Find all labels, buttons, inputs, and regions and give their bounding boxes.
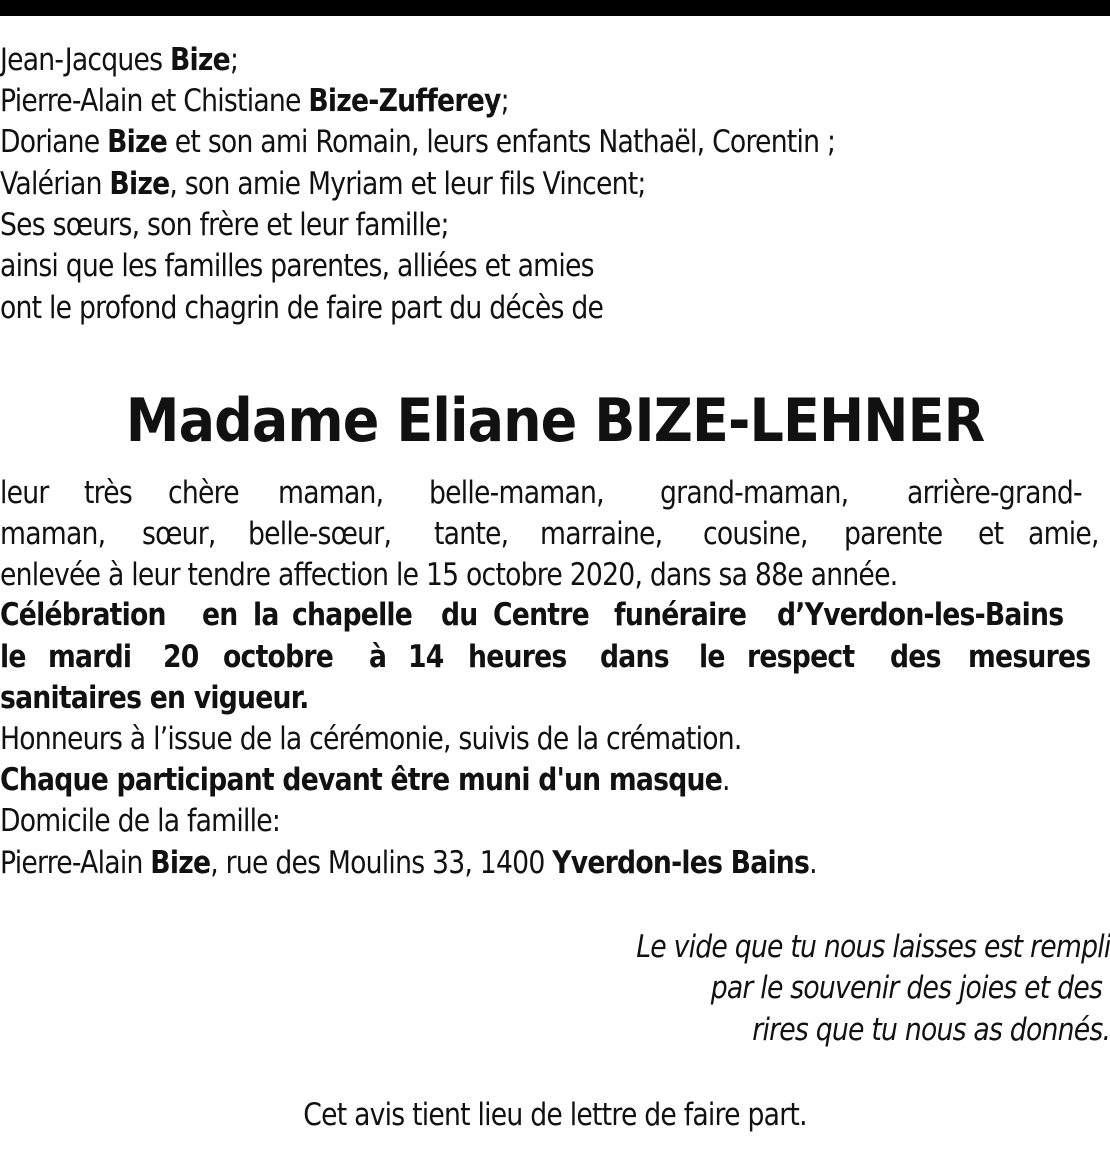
family-line-2: Pierre-Alain et Chistiane Bize-Zufferey; (0, 83, 509, 119)
honours-line: Honneurs à l’issue de la cérémonie, suivis de la crémation. (0, 721, 742, 757)
celebration-line-2: le mardi 20 octobre à 14 heures dans le respect des mesures (0, 639, 1091, 675)
celebration-line-3: sanitaires en vigueur. (0, 680, 309, 716)
family-address-line: Pierre-Alain Bize, rue des Moulins 33, 1400 Yverdon-les Bains. (0, 845, 817, 881)
deceased-name-heading: Madame Eliane BIZE-LEHNER (125, 386, 985, 456)
description-line-2: maman, sœur, belle-sœur, tante, marraine, cousine, parente et amie, (0, 516, 1099, 552)
celebration-line-1: Célébration en la chapelle du Centre funéraire d’Yverdon-les-Bains (0, 597, 1064, 633)
family-line-4: Valérian Bize, son amie Myriam et leur fils Vincent; (0, 166, 646, 202)
closing-notice: Cet avis tient lieu de lettre de faire part. (303, 1097, 807, 1133)
poem-line-1: Le vide que tu nous laisses est rempli (635, 929, 1110, 965)
description-line-1: leur très chère maman, belle-maman, grand-maman, arrière-grand- (0, 475, 1082, 511)
description-line-3: enlevée à leur tendre affection le 15 octobre 2020, dans sa 88e année. (0, 557, 898, 593)
top-border-rule (0, 0, 1110, 16)
poem-line-3: rires que tu nous as donnés. (752, 1012, 1110, 1048)
domicile-label: Domicile de la famille: (0, 803, 281, 839)
family-line-6: ainsi que les familles parentes, alliées et amies (0, 248, 594, 284)
family-line-1: Jean-Jacques Bize; (0, 42, 239, 78)
mask-notice-line: Chaque participant devant être muni d'un masque. (0, 762, 730, 798)
family-line-7: ont le profond chagrin de faire part du décès de (0, 290, 604, 326)
poem-line-2: par le souvenir des joies et des (710, 970, 1102, 1006)
family-line-5: Ses sœurs, son frère et leur famille; (0, 207, 449, 243)
family-line-3: Doriane Bize et son ami Romain, leurs enfants Nathaël, Corentin ; (0, 124, 836, 160)
